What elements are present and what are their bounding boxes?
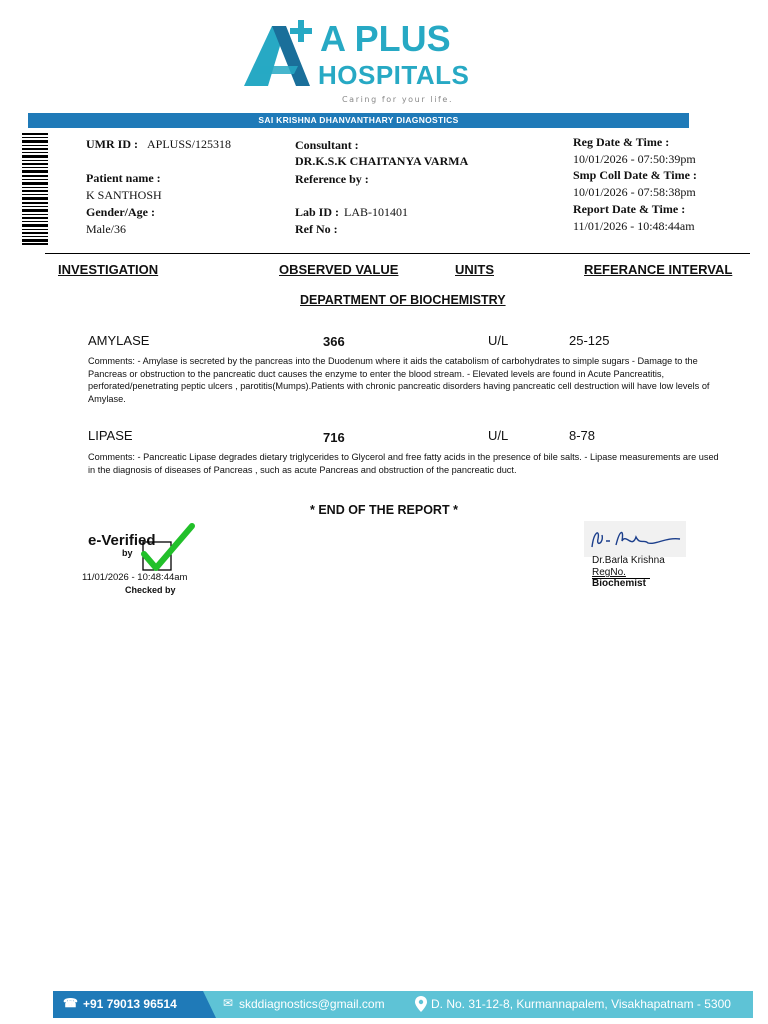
footer-phone: +91 79013 96514	[83, 997, 177, 1011]
gender-age-label: Gender/Age :	[86, 205, 155, 219]
reg-date-value: 10/01/2026 - 07:50:39pm	[573, 152, 696, 166]
location-pin-icon	[415, 996, 427, 1012]
patient-name-label: Patient name :	[86, 171, 161, 185]
check-mark-icon	[140, 522, 196, 574]
test-comments-lipase: Comments: - Pancreatic Lipase degrades dietary triglycerides to Glycerol and free fatty acids in the presence of bile salts. - Lipase measurements are used in the diagnosis of diseases of Pancreas , such as acute Pancreas and obstruction of the pancreatic duct.	[88, 452, 719, 475]
test-name-lipase: LIPASE	[88, 428, 133, 443]
footer-bar	[53, 991, 753, 1018]
signatory-role: Biochemist	[592, 578, 646, 589]
consultant-value: DR.K.S.K CHAITANYA VARMA	[295, 154, 469, 168]
gender-age-value: Male/36	[86, 222, 126, 236]
test-unit-lipase: U/L	[488, 428, 509, 443]
signature-icon	[586, 523, 684, 555]
report-date-label: Report Date & Time :	[573, 202, 686, 216]
barcode-icon	[22, 133, 48, 245]
report-date-value: 11/01/2026 - 10:48:44am	[573, 219, 695, 233]
smp-date-value: 10/01/2026 - 07:58:38pm	[573, 185, 696, 199]
test-comments-amylase: Comments: - Amylase is secreted by the pancreas into the Duodenum where it aids the catabolism of carbohydrates to simple sugars - Damage to the Pancreas or obstruction to the pancreatic duct causes the enzyme to enter the blood stream. - Elevated levels are found in Acute Pancreatitis, perforated/penetrating peptic ulcers , parotitis(Mumps).Patients with chronic pancreatic disorders having pancreatic cell destruction will have low levels of Amylase.	[88, 356, 710, 404]
reg-date-label: Reg Date & Time :	[573, 135, 670, 149]
e-verified-datetime: 11/01/2026 - 10:48:44am	[82, 572, 188, 583]
signature-box	[584, 521, 686, 557]
diagnostics-banner: SAI KRISHNA DHANVANTHARY DIAGNOSTICS	[28, 113, 689, 128]
test-name-amylase: AMYLASE	[88, 333, 150, 348]
consultant-label: Consultant :	[295, 138, 359, 152]
test-range-lipase: 8-78	[569, 428, 596, 443]
checked-by-label: Checked by	[125, 585, 176, 595]
end-of-report: * END OF THE REPORT *	[310, 503, 458, 517]
col-observed-value: OBSERVED VALUE	[279, 262, 399, 277]
test-value-amylase: 366	[323, 334, 345, 349]
header-divider	[45, 253, 750, 254]
umr-label: UMR ID :	[86, 137, 138, 151]
col-investigation: INVESTIGATION	[58, 262, 159, 277]
smp-date-label: Smp Coll Date & Time :	[573, 168, 697, 182]
patient-name-value: K SANTHOSH	[86, 188, 162, 202]
reference-label: Reference by :	[295, 172, 369, 186]
umr-value: APLUSS/125318	[147, 137, 232, 151]
logo-line2: HOSPITALS	[318, 60, 470, 90]
labid-value: LAB-101401	[344, 205, 408, 219]
signatory-name: Dr.Barla Krishna	[592, 555, 665, 566]
test-range-amylase: 25-125	[569, 333, 610, 348]
logo-line1: A PLUS	[320, 18, 451, 59]
phone-icon: ☎	[63, 996, 78, 1010]
footer-address: D. No. 31-12-8, Kurmannapalem, Visakhapatnam - 5300	[431, 997, 731, 1011]
signatory-regno: RegNo.	[592, 567, 626, 578]
col-units: UNITS	[455, 262, 494, 277]
e-verified-title: e-Verified	[88, 532, 156, 549]
logo-tagline: Caring for your life.	[342, 95, 454, 104]
e-verified-by: by	[122, 548, 133, 558]
footer-email: skddiagnostics@gmail.com	[239, 997, 385, 1011]
test-unit-amylase: U/L	[488, 333, 509, 348]
refno-label: Ref No :	[295, 222, 338, 236]
test-value-lipase: 716	[323, 430, 345, 445]
col-reference-interval: REFERANCE INTERVAL	[584, 262, 733, 277]
email-icon: ✉	[223, 996, 234, 1010]
labid-label: Lab ID :	[295, 205, 340, 219]
department-title: DEPARTMENT OF BIOCHEMISTRY	[300, 293, 506, 307]
